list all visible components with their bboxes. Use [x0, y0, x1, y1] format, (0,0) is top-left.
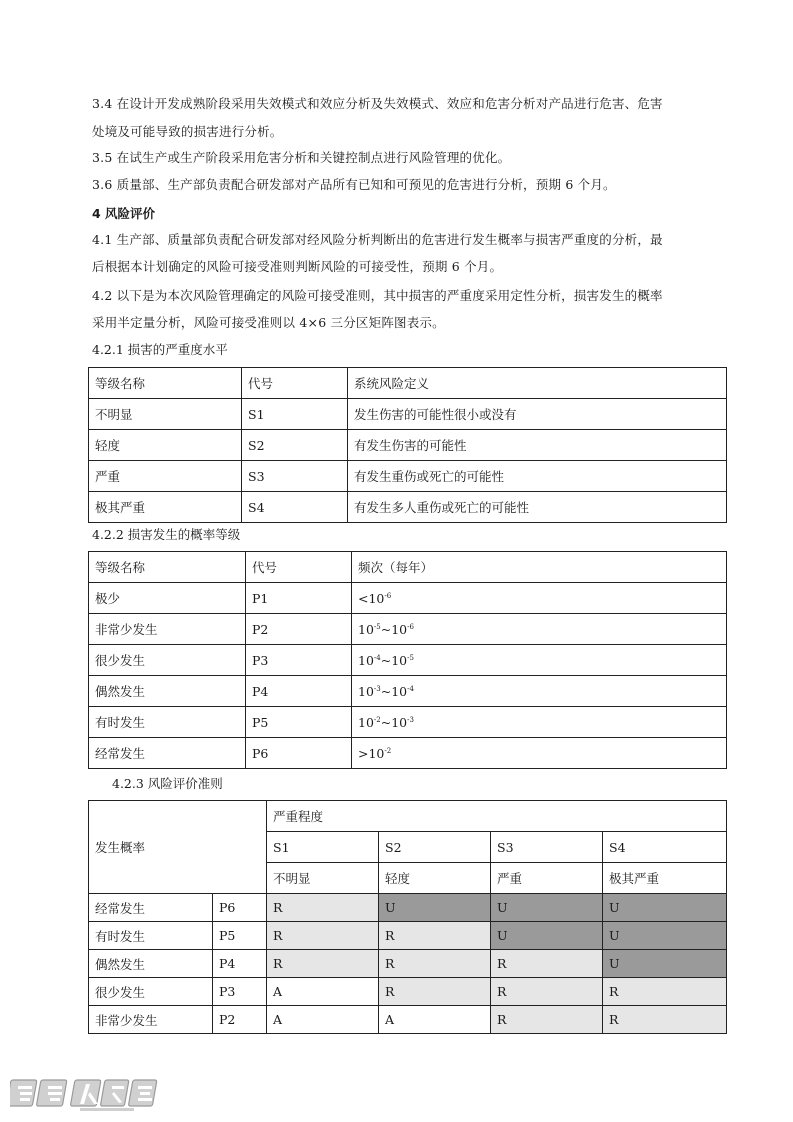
- table-cell: 不明显: [89, 399, 242, 430]
- watermark-logo: [10, 1074, 158, 1114]
- frequency-base: >10: [358, 745, 385, 761]
- risk-cell: U: [603, 950, 727, 978]
- frequency-cell: [352, 614, 727, 645]
- table-row: [89, 676, 727, 707]
- table-cell: P2: [246, 614, 352, 645]
- table-header-row: [89, 552, 727, 583]
- paragraph-line: 3.5 在试生产或生产阶段采用危害分析和关键控制点进行风险管理的优化。: [92, 150, 511, 165]
- header-cell: 频次（每年）: [352, 552, 727, 583]
- frequency-range: ~10: [380, 652, 408, 668]
- table-cell: 极其严重: [89, 492, 242, 523]
- paragraph-line: 4.2 以下是为本次风险管理确定的风险可接受准则，其中损害的严重度采用定性分析，损害发生的概率: [92, 288, 663, 303]
- probability-code-cell: P6: [213, 894, 267, 922]
- frequency-base: 10: [358, 714, 374, 730]
- header-cell: 等级名称: [89, 368, 242, 399]
- frequency-range: ~10: [380, 621, 408, 637]
- paragraph-line: 3.4 在设计开发成熟阶段采用失效模式和效应分析及失效模式、效应和危害分析对产品进行危害、危害: [92, 96, 663, 111]
- probability-code-cell: P3: [213, 978, 267, 1006]
- risk-cell: R: [603, 978, 727, 1006]
- table-cell: 非常少发生: [89, 614, 246, 645]
- paragraph-line: 4.1 生产部、质量部负责配合研发部对经风险分析判断出的危害进行发生概率与损害严重度的分析，最: [92, 232, 663, 247]
- matrix-row: [89, 950, 727, 978]
- probability-code-cell: P5: [213, 922, 267, 950]
- table-cell: 很少发生: [89, 645, 246, 676]
- paragraph-4-1: [92, 230, 732, 277]
- table-row: [89, 645, 727, 676]
- risk-cell: A: [267, 978, 379, 1006]
- risk-criteria-table: [88, 800, 727, 1034]
- risk-cell: R: [379, 978, 491, 1006]
- row-header-cell: 发生概率: [89, 801, 267, 894]
- risk-cell: R: [267, 894, 379, 922]
- paragraph-line: 3.6 质量部、生产部负责配合研发部对产品所有已知和可预见的危害进行分析，预期 6 个月。: [92, 177, 616, 192]
- table-row: [89, 399, 727, 430]
- table-caption: 4.2.3 风险评价准则: [112, 776, 223, 791]
- header-cell: 代号: [246, 552, 352, 583]
- table-caption: 4.2.1 损害的严重度水平: [92, 342, 228, 357]
- table-caption: 4.2.2 损害发生的概率等级: [92, 527, 241, 542]
- paragraph-4-2: [92, 286, 732, 333]
- table-cell: S3: [242, 461, 348, 492]
- probability-code-cell: P4: [213, 950, 267, 978]
- probability-name-cell: 非常少发生: [89, 1006, 213, 1034]
- severity-code-cell: S2: [379, 832, 491, 863]
- header-cell: 系统风险定义: [348, 368, 727, 399]
- risk-cell: A: [267, 1006, 379, 1034]
- table-cell: 经常发生: [89, 738, 246, 769]
- paragraph-3-4: [92, 94, 732, 142]
- frequency-cell: [352, 738, 727, 769]
- risk-cell: R: [491, 950, 603, 978]
- table-row: [89, 492, 727, 523]
- frequency-exponent: -3: [407, 715, 414, 724]
- table-cell: S4: [242, 492, 348, 523]
- section-heading: 4 风险评价: [92, 206, 156, 221]
- paragraph-3-5: [92, 148, 732, 168]
- frequency-base: 10: [358, 621, 374, 637]
- risk-cell: R: [379, 922, 491, 950]
- paragraph-line: 处境及可能导致的损害进行分析。: [92, 124, 283, 139]
- table-row: [89, 738, 727, 769]
- table-cell: 轻度: [89, 430, 242, 461]
- frequency-exponent: -4: [407, 684, 414, 693]
- header-cell: 等级名称: [89, 552, 246, 583]
- frequency-exponent: -3: [373, 684, 381, 693]
- risk-cell: U: [603, 922, 727, 950]
- frequency-exponent: -5: [373, 622, 381, 631]
- risk-cell: A: [379, 1006, 491, 1034]
- severity-code-cell: S4: [603, 832, 727, 863]
- risk-cell: R: [491, 1006, 603, 1034]
- frequency-base: 10: [358, 683, 374, 699]
- table-cell: 极少: [89, 583, 246, 614]
- table-header-row: [89, 801, 727, 832]
- probability-name-cell: 有时发生: [89, 922, 213, 950]
- risk-cell: U: [491, 922, 603, 950]
- table-cell: P1: [246, 583, 352, 614]
- risk-cell: U: [379, 894, 491, 922]
- severity-name-cell: 不明显: [267, 863, 379, 894]
- matrix-row: [89, 1006, 727, 1034]
- risk-cell: U: [491, 894, 603, 922]
- frequency-exponent: -6: [407, 622, 414, 631]
- table-cell: S1: [242, 399, 348, 430]
- frequency-exponent: -2: [373, 715, 381, 724]
- probability-name-cell: 偶然发生: [89, 950, 213, 978]
- paragraph-line: 后根据本计划确定的风险可接受准则判断风险的可接受性，预期 6 个月。: [92, 259, 503, 274]
- table-cell: P6: [246, 738, 352, 769]
- matrix-row: [89, 922, 727, 950]
- table-cell: 有发生重伤或死亡的可能性: [348, 461, 727, 492]
- frequency-cell: [352, 645, 727, 676]
- frequency-exponent: -6: [384, 591, 392, 600]
- frequency-cell: [352, 583, 727, 614]
- frequency-base: 10: [358, 652, 374, 668]
- paragraph-3-6: [92, 175, 732, 195]
- table-cell: P4: [246, 676, 352, 707]
- table-row: [89, 614, 727, 645]
- frequency-exponent: -5: [407, 653, 414, 662]
- table-cell: 有发生多人重伤或死亡的可能性: [348, 492, 727, 523]
- table-header-row: [89, 368, 727, 399]
- matrix-row: [89, 978, 727, 1006]
- risk-cell: U: [603, 894, 727, 922]
- probability-name-cell: 经常发生: [89, 894, 213, 922]
- severity-name-cell: 轻度: [379, 863, 491, 894]
- probability-code-cell: P2: [213, 1006, 267, 1034]
- probability-name-cell: 很少发生: [89, 978, 213, 1006]
- severity-code-cell: S1: [267, 832, 379, 863]
- severity-name-cell: 极其严重: [603, 863, 727, 894]
- severity-header-cell: 严重程度: [267, 801, 727, 832]
- table-row: [89, 707, 727, 738]
- frequency-range: ~10: [380, 714, 408, 730]
- risk-cell: R: [379, 950, 491, 978]
- table-cell: 偶然发生: [89, 676, 246, 707]
- table-cell: 发生伤害的可能性很小或没有: [348, 399, 727, 430]
- frequency-cell: [352, 707, 727, 738]
- header-cell: 代号: [242, 368, 348, 399]
- severity-name-cell: 严重: [491, 863, 603, 894]
- risk-cell: R: [491, 978, 603, 1006]
- frequency-exponent: -4: [373, 653, 381, 662]
- risk-cell: R: [267, 950, 379, 978]
- severity-code-cell: S3: [491, 832, 603, 863]
- table-row: [89, 583, 727, 614]
- table-cell: S2: [242, 430, 348, 461]
- risk-cell: R: [267, 922, 379, 950]
- probability-table: [88, 551, 727, 769]
- table-row: [89, 461, 727, 492]
- table-cell: 有时发生: [89, 707, 246, 738]
- frequency-cell: [352, 676, 727, 707]
- frequency-base: <10: [358, 590, 385, 606]
- matrix-row: [89, 894, 727, 922]
- frequency-exponent: -2: [384, 746, 392, 755]
- table-row: [89, 430, 727, 461]
- risk-cell: R: [603, 1006, 727, 1034]
- paragraph-line: 采用半定量分析，风险可接受准则以 4×6 三分区矩阵图表示。: [92, 315, 445, 330]
- table-cell: 有发生伤害的可能性: [348, 430, 727, 461]
- table-cell: 严重: [89, 461, 242, 492]
- table-cell: P5: [246, 707, 352, 738]
- severity-table: [88, 367, 727, 523]
- frequency-range: ~10: [380, 683, 408, 699]
- table-cell: P3: [246, 645, 352, 676]
